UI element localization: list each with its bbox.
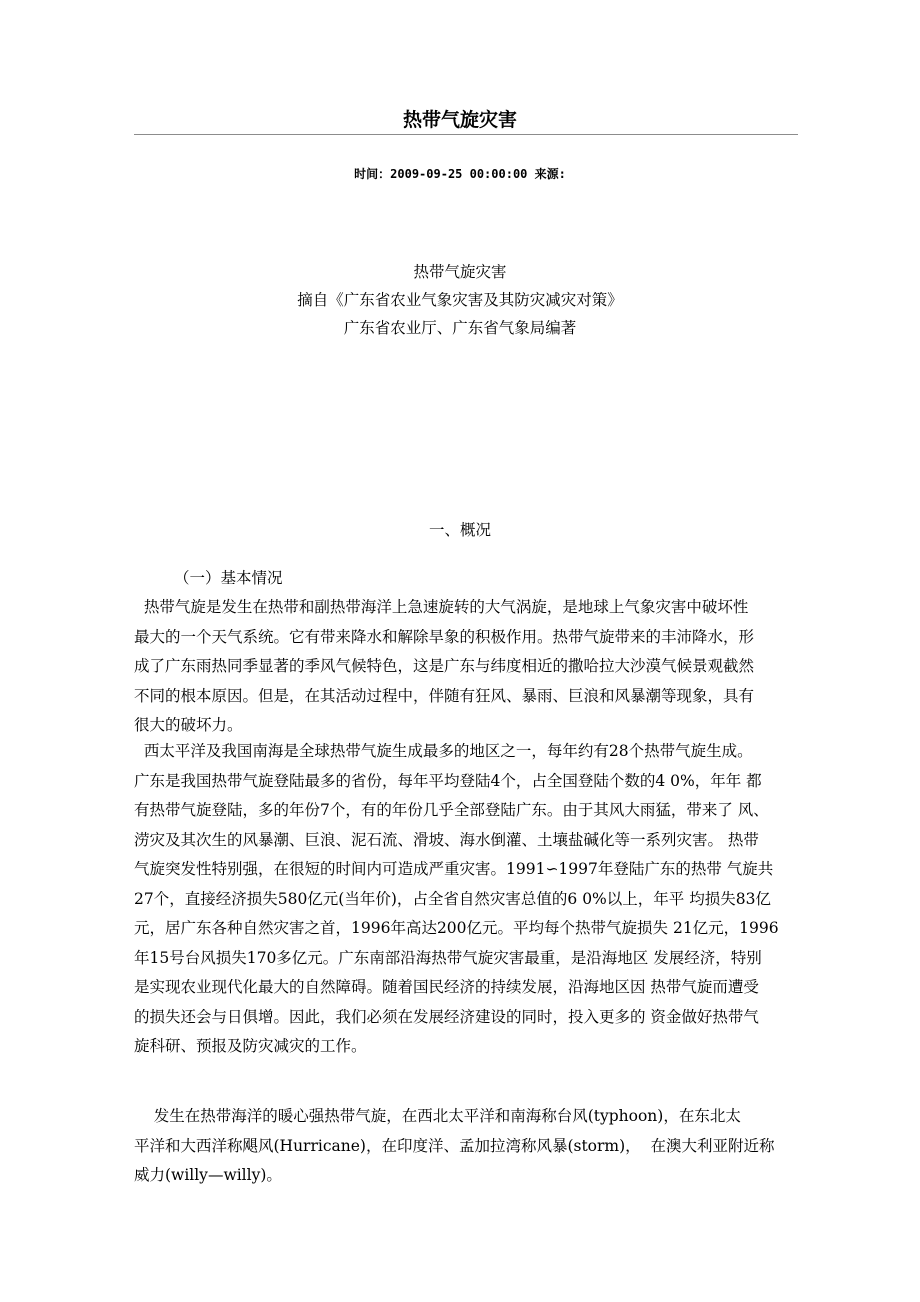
paragraph-line: 旋科研、预报及防灾减灾的工作。 bbox=[134, 1037, 367, 1055]
paragraph-3 bbox=[134, 1102, 804, 1191]
paragraph-line: 平洋和大西洋称飓风(Hurricane)，在印度洋、孟加拉湾称风暴(storm)， 在澳大利亚附近称 bbox=[134, 1136, 775, 1155]
title-divider bbox=[134, 134, 798, 135]
page-title: 热带气旋灾害 bbox=[402, 109, 517, 131]
paragraph-1 bbox=[134, 593, 804, 741]
paragraph-line: 不同的根本原因。但是，在其活动过程中，伴随有狂风、暴雨、巨浪和风暴潮等现象，具有 bbox=[134, 686, 755, 705]
paragraph-line: 很大的破坏力。 bbox=[134, 716, 243, 734]
paragraph-line: 年15号台风损失170多亿元。广东南部沿海热带气旋灾害最重，是沿海地区 发展经济，特别 bbox=[134, 948, 762, 967]
paragraph-line: 的损失还会与日俱增。因此，我们必须在发展经济建设的同时，投入更多的 资金做好热带气 bbox=[134, 1007, 759, 1026]
paragraph-line: 是实现农业现代化最大的自然障碍。随着国民经济的持续发展，沿海地区因 热带气旋而遭受 bbox=[134, 978, 759, 996]
paragraph-line: 最大的一个天气系统。它有带来降水和解除旱象的积极作用。热带气旋带来的丰沛降水，形 bbox=[134, 627, 755, 646]
paragraph-2 bbox=[134, 737, 804, 1062]
section-heading: 一、概况 bbox=[428, 521, 491, 539]
source-authors: 广东省农业厅、广东省气象局编著 bbox=[343, 319, 577, 337]
paragraph-line: 威力(willy—willy)。 bbox=[134, 1166, 282, 1184]
source-excerpt: 摘自《广东省农业气象灾害及其防灾减灾对策》 bbox=[297, 291, 623, 309]
paragraph-line: 发生在热带海洋的暖心强热带气旋，在西北太平洋和南海称台风(typhoon)，在东北太 bbox=[134, 1107, 741, 1125]
paragraph-line: 西太平洋及我国南海是全球热带气旋生成最多的地区之一，每年约有28个热带气旋生成。 bbox=[134, 742, 753, 760]
source-title: 热带气旋灾害 bbox=[413, 263, 507, 281]
paragraph-line: 27个，直接经济损失580亿元(当年价)，占全省自然灾害总值的6 0%以上，年平 均损失83亿 bbox=[134, 889, 771, 908]
subheading: （一）基本情况 bbox=[174, 569, 283, 587]
source-block bbox=[0, 258, 920, 342]
paragraph-line: 广东是我国热带气旋登陆最多的省份，每年平均登陆4个，占全国登陆个数的4 0%，年年 都 bbox=[134, 771, 762, 790]
paragraph-line: 热带气旋是发生在热带和副热带海洋上急速旋转的大气涡旋，是地球上气象灾害中破坏性 bbox=[134, 598, 749, 616]
paragraph-line: 成了广东雨热同季显著的季风气候特色，这是广东与纬度相近的撒哈拉大沙漠气候景观截然 bbox=[134, 657, 755, 675]
paragraph-line: 有热带气旋登陆，多的年份7个，有的年份几乎全部登陆广东。由于其风大雨猛，带来了 风、 bbox=[134, 801, 769, 819]
paragraph-line: 气旋突发性特别强，在很短的时间内可造成严重灾害。1991∽1997年登陆广东的热带 气旋共 bbox=[134, 860, 774, 878]
publish-meta: 时间：2009-09-25 00:00:00 来源: bbox=[354, 167, 566, 181]
paragraph-line: 涝灾及其次生的风暴潮、巨浪、泥石流、滑坡、海水倒灌、土壤盐碱化等一系列灾害。 热带 bbox=[134, 830, 759, 849]
paragraph-line: 元，居广东各种自然灾害之首，1996年高达200亿元。平均每个热带气旋损失 21亿元，1996 bbox=[134, 919, 779, 937]
